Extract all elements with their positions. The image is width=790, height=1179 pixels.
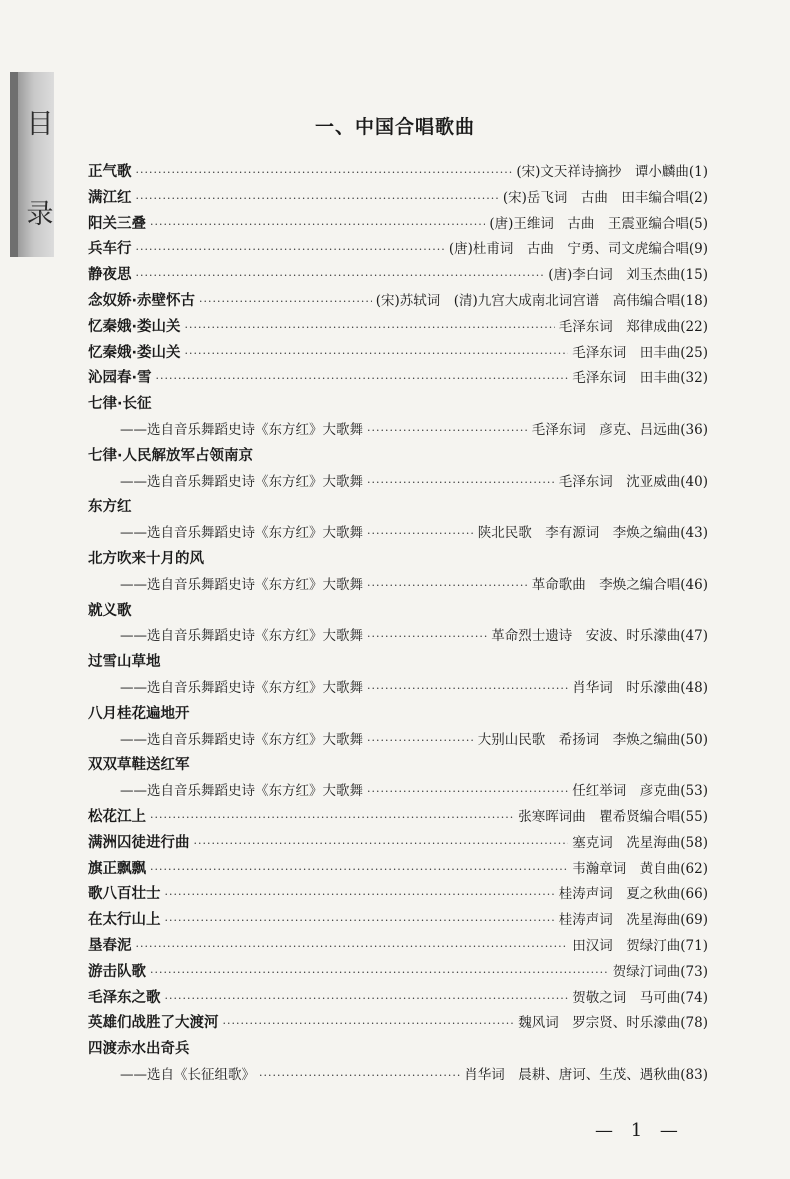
entry-title: 正气歌 [88,164,132,180]
entry-page: (48) [680,679,708,696]
entry-row [88,212,708,238]
entry-credit: (唐)杜甫词 古曲 宁勇、司文虎编合唱 [448,241,689,258]
entry-title: 英雄们战胜了大渡河 [88,1015,219,1032]
entry-credit: 大别山民歌 希扬词 李焕之编曲 [477,731,681,748]
entry-credit: 革命烈士遗诗 安波、时乐濛曲 [491,628,681,645]
entry-page: (73) [680,963,708,980]
entry-credit: (宋)苏轼词 (清)九宫大成南北词宫谱 高伟编合唱 [375,292,681,309]
entry-title-row [88,1037,708,1063]
entry-source-row [88,1063,708,1089]
leader-dots [136,160,513,186]
entry-page: (1) [688,164,708,180]
entry-credit: 塞克词 冼星海曲 [572,834,681,851]
entry-page: (83) [680,1066,708,1083]
entry-source-row [88,779,708,805]
entry-source-row [88,573,708,599]
entry-page: (69) [680,912,708,929]
entry-title: 双双草鞋送红军 [88,757,190,774]
toc-entry[interactable] [88,160,708,186]
toc-entry[interactable] [88,212,708,238]
entry-page: (36) [680,421,708,438]
table-of-contents [88,160,708,1089]
toc-entry[interactable] [88,702,708,754]
entry-credit: 陕北民歌 李有源词 李焕之编曲 [477,525,681,542]
entry-title: 东方红 [88,499,132,516]
leader-dots [165,882,555,908]
entry-page: (22) [680,318,708,335]
entry-credit: 田汉词 贺绿汀曲 [572,937,681,954]
entry-credit: 肖华词 晨耕、唐诃、生茂、遇秋曲 [464,1066,681,1083]
entry-source: ——选自音乐舞蹈史诗《东方红》大歌舞 [120,525,363,542]
entry-page: (78) [680,1015,708,1032]
entry-credit: 魏风词 罗宗贤、时乐濛曲 [518,1015,681,1032]
side-tab-char-mu: 目 [26,109,54,140]
toc-entry[interactable] [88,908,708,934]
entry-page: (46) [680,576,708,593]
side-tab-char-lu: 录 [26,199,54,230]
entry-source: ——选自音乐舞蹈史诗《东方红》大歌舞 [120,679,363,696]
entry-credit: 革命歌曲 李焕之编合唱 [531,576,681,593]
toc-entry[interactable] [88,495,708,547]
entry-page: (55) [680,808,708,825]
toc-entry[interactable] [88,934,708,960]
entry-page: (71) [680,937,708,954]
entry-credit: 贺敬之词 马可曲 [572,989,681,1006]
entry-title: 垦春泥 [88,937,132,954]
toc-entry[interactable] [88,392,708,444]
entry-row [88,366,708,392]
entry-title: 八月桂花遍地开 [88,705,190,722]
entry-credit: 毛泽东词 郑律成曲 [558,318,681,335]
entry-row [88,908,708,934]
entry-page: (5) [688,215,708,232]
entry-title-row [88,753,708,779]
toc-entry[interactable] [88,599,708,651]
leader-dots [367,728,474,754]
toc-entry[interactable] [88,186,708,212]
toc-entry[interactable] [88,547,708,599]
entry-title: 四渡赤水出奇兵 [88,1041,190,1058]
entry-page: (66) [680,886,708,903]
entry-credit: 张寒晖词曲 瞿希贤编合唱 [518,808,681,825]
toc-entry[interactable] [88,263,708,289]
entry-title: 沁园春·雪 [88,370,152,387]
leader-dots [136,934,569,960]
entry-page: (58) [680,834,708,851]
toc-entry[interactable] [88,237,708,263]
toc-entry[interactable] [88,1037,708,1089]
entry-title: 游击队歌 [88,963,146,980]
toc-entry[interactable] [88,805,708,831]
entry-page: (25) [680,344,708,361]
leader-dots [199,289,372,315]
leader-dots [156,366,569,392]
leader-dots [367,624,487,650]
entry-row [88,857,708,883]
entry-source: ——选自音乐舞蹈史诗《东方红》大歌舞 [120,628,363,645]
section-title: 一、中国合唱歌曲 [314,116,475,138]
leader-dots [185,315,555,341]
entry-title: 七律·人民解放军占领南京 [88,447,254,464]
entry-title: 满江红 [88,189,132,206]
entry-title-row [88,650,708,676]
leader-dots [165,908,555,934]
entry-title: 阳关三叠 [88,215,146,232]
entry-row [88,237,708,263]
entry-source: ——选自音乐舞蹈史诗《东方红》大歌舞 [120,731,363,748]
entry-row [88,986,708,1012]
entry-source-row [88,624,708,650]
leader-dots [223,1011,515,1037]
entry-credit: 毛泽东词 彦克、吕远曲 [531,421,681,438]
entry-source: ——选自音乐舞蹈史诗《东方红》大歌舞 [120,783,363,800]
entry-title: 兵车行 [88,241,132,258]
entry-source-row [88,470,708,496]
entry-page: (74) [680,989,708,1006]
entry-row [88,186,708,212]
toc-entry[interactable] [88,831,708,857]
entry-title-row [88,495,708,521]
entry-credit: 韦瀚章词 黄自曲 [572,860,681,877]
entry-title: 忆秦娥·娄山关 [88,344,181,361]
entry-source: ——选自音乐舞蹈史诗《东方红》大歌舞 [120,473,363,490]
entry-title: 歌八百壮士 [88,886,161,903]
entry-page: (15) [680,267,708,284]
toc-entry[interactable] [88,366,708,392]
entry-page: (40) [680,473,708,490]
entry-title: 七律·长征 [88,396,152,413]
entry-source-row [88,418,708,444]
toc-entry[interactable] [88,960,708,986]
leader-dots [367,573,528,599]
entry-credit: (唐)王维词 古曲 王震亚编合唱 [489,215,689,232]
entry-title: 念奴娇·赤壁怀古 [88,292,196,309]
toc-entry[interactable] [88,753,708,805]
leader-dots [136,186,499,212]
entry-title-row [88,547,708,573]
entry-page: (18) [680,292,708,309]
toc-entry[interactable] [88,650,708,702]
leader-dots [185,341,569,367]
entry-title-row [88,599,708,625]
entry-source-row [88,728,708,754]
entry-title: 忆秦娥·娄山关 [88,318,181,335]
entry-title: 旗正飘飘 [88,860,146,877]
entry-row [88,289,708,315]
entry-row [88,882,708,908]
entry-credit: (宋)岳飞词 古曲 田丰编合唱 [502,189,689,206]
entry-source: ——选自音乐舞蹈史诗《东方红》大歌舞 [120,576,363,593]
toc-entry[interactable] [88,289,708,315]
toc-entry[interactable] [88,857,708,883]
leader-dots [367,779,568,805]
entry-credit: 肖华词 时乐濛曲 [572,679,681,696]
leader-dots [259,1063,460,1089]
entry-row [88,934,708,960]
entry-row [88,263,708,289]
entry-title-row [88,702,708,728]
entry-credit: 桂涛声词 夏之秋曲 [558,886,681,903]
entry-row [88,341,708,367]
toc-entry[interactable] [88,315,708,341]
entry-source-row [88,521,708,547]
toc-entry[interactable] [88,882,708,908]
entry-row [88,1011,708,1037]
entry-title-row [88,444,708,470]
page-number: — 1 — [595,1120,684,1141]
entry-source: ——选自音乐舞蹈史诗《东方红》大歌舞 [120,421,363,438]
leader-dots [165,986,569,1012]
entry-row [88,831,708,857]
leader-dots [367,676,568,702]
entry-row [88,315,708,341]
entry-page: (50) [680,731,708,748]
toc-entry[interactable] [88,1011,708,1037]
leader-dots [136,237,445,263]
entry-page: (47) [680,628,708,645]
entry-title-row [88,392,708,418]
entry-title: 松花江上 [88,808,146,825]
entry-credit: (唐)李白词 刘玉杰曲 [548,267,681,284]
leader-dots [367,418,528,444]
entry-credit: 毛泽东词 田丰曲 [572,344,681,361]
entry-title: 在太行山上 [88,912,161,929]
entry-credit: 贺绿汀词曲 [612,963,681,980]
entry-credit: 桂涛声词 冼星海曲 [558,912,681,929]
entry-title: 就义歌 [88,602,132,619]
entry-title: 满洲囚徒进行曲 [88,834,190,851]
entry-title: 过雪山草地 [88,654,161,671]
leader-dots [150,857,568,883]
leader-dots [150,212,485,238]
side-tab [10,72,54,257]
leader-dots [136,263,545,289]
entry-page: (62) [680,860,708,877]
toc-entry[interactable] [88,444,708,496]
entry-page: (43) [680,525,708,542]
entry-row [88,805,708,831]
entry-page: (32) [680,370,708,387]
entry-credit: (宋)文天祥诗摘抄 谭小麟曲 [516,164,689,180]
entry-page: (53) [680,783,708,800]
leader-dots [150,960,609,986]
entry-credit: 毛泽东词 田丰曲 [572,370,681,387]
entry-source-row [88,676,708,702]
entry-source: ——选自《长征组歌》 [120,1066,255,1083]
leader-dots [150,805,514,831]
entry-page: (2) [688,189,708,206]
leader-dots [367,521,474,547]
entry-credit: 毛泽东词 沈亚威曲 [558,473,681,490]
entry-row [88,960,708,986]
toc-entry[interactable] [88,341,708,367]
entry-row [88,160,708,186]
entry-title: 毛泽东之歌 [88,989,161,1006]
leader-dots [367,470,555,496]
entry-title: 静夜思 [88,267,132,284]
entry-title: 北方吹来十月的风 [88,550,204,567]
toc-entry[interactable] [88,986,708,1012]
leader-dots [194,831,569,857]
entry-credit: 任红举词 彦克曲 [572,783,681,800]
entry-page: (9) [688,241,708,258]
